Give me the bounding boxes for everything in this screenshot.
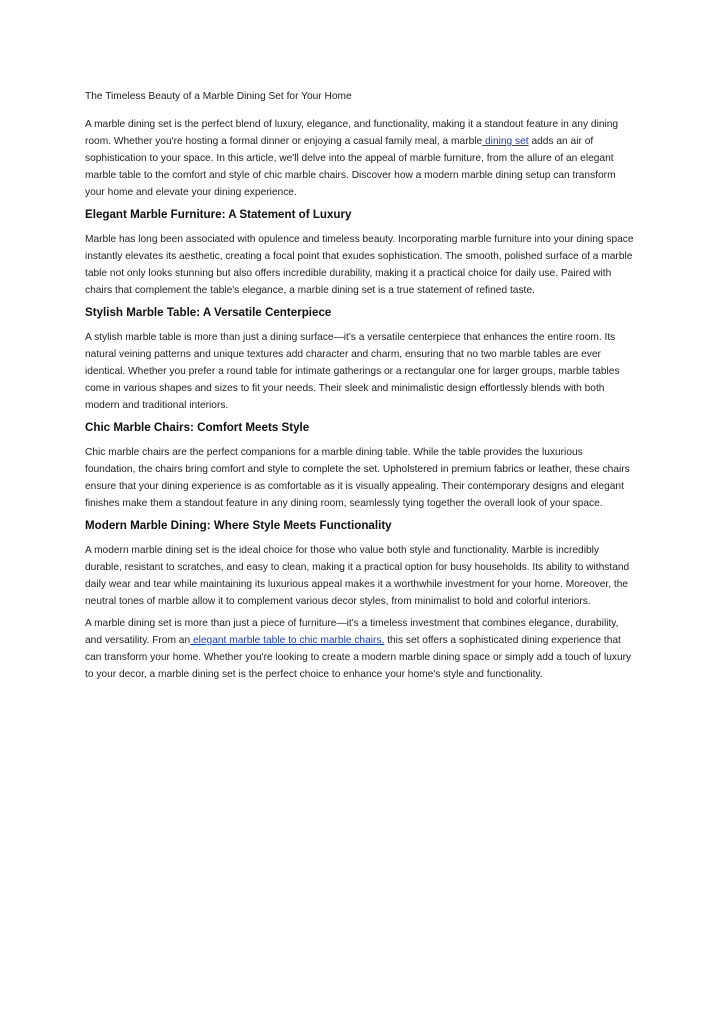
intro-paragraph xyxy=(85,116,635,201)
conclusion-paragraph xyxy=(85,615,635,683)
section-heading-chic-chairs: Chic Marble Chairs: Comfort Meets Style xyxy=(85,421,310,434)
document-title: The Timeless Beauty of a Marble Dining Set for Your Home xyxy=(85,91,352,102)
intro-text-after-link: adds an air of sophistication to your space. In this article, we'll delve into the appeal of marble furniture, from the allure of an elegant marble table to the comfort and style of chic marble chairs. Discover how a modern marble dining setup can transform your home and elevate your dining experience. xyxy=(85,136,616,198)
document-page xyxy=(85,88,635,688)
table-chairs-link[interactable]: elegant marble table to chic marble chairs, xyxy=(190,635,385,646)
section-body-stylish-table: A stylish marble table is more than just a dining surface—it's a versatile centerpiece that enhances the entire room. Its natural veining patterns and unique textures add character and charm, ensuring that no two marble tables are ever identical. Whether you prefer a round table for intimate gatherings or a rectangular one for larger groups, marble tables come in various shapes and sizes to fit your needs. Their sleek and minimalistic design effortlessly blends with both modern and traditional interiors. xyxy=(85,332,620,411)
section-body-modern-dining: A modern marble dining set is the ideal choice for those who value both style and functionality. Marble is incredibly durable, resistant to scratches, and easy to clean, making it a practical option for busy households. Its ability to withstand daily wear and tear while maintaining its luxurious appeal makes it a worthwhile investment for your home. Moreover, the neutral tones of marble allow it to complement various decor styles, from minimalist to bold and colorful interiors. xyxy=(85,545,630,607)
conclusion-text-after-link: this set offers a sophisticated dining experience that can transform your home. Whether you're looking to create a modern marble dining space or simply add a touch of luxury to your decor, a marble dining set is the perfect choice to enhance your home's style and functionality. xyxy=(85,635,632,680)
section-heading-elegant-furniture: Elegant Marble Furniture: A Statement of Luxury xyxy=(85,208,352,221)
dining-set-link[interactable]: dining set xyxy=(482,136,529,147)
section-heading-stylish-table: Stylish Marble Table: A Versatile Centerpiece xyxy=(85,306,332,319)
section-heading-modern-dining: Modern Marble Dining: Where Style Meets Functionality xyxy=(85,519,392,532)
intro-text-before-link: A marble dining set is the perfect blend of luxury, elegance, and functionality, making it a standout feature in any dining room. Whether you're hosting a formal dinner or enjoying a casual family meal, a marble xyxy=(85,119,619,147)
conclusion-text-before-link: A marble dining set is more than just a piece of furniture—it's a timeless investment that combines elegance, durability, and versatility. From an xyxy=(85,618,619,646)
section-body-chic-chairs: Chic marble chairs are the perfect companions for a marble dining table. While the table provides the luxurious foundation, the chairs bring comfort and style to complete the set. Upholstered in premium fabrics or leather, these chairs ensure that your dining experience is as comfortable as it is visually appealing. Their contemporary designs and elegant finishes make them a standout feature in any dining room, seamlessly tying together the overall look of your space. xyxy=(85,447,630,509)
section-body-elegant-furniture: Marble has long been associated with opulence and timeless beauty. Incorporating marble furniture into your dining space instantly elevates its aesthetic, creating a focal point that exudes sophistication. The smooth, polished surface of a marble table not only looks stunning but also offers incredible durability, making it a practical choice for daily use. Paired with chairs that complement the table's elegance, a marble dining set is a true statement of refined taste. xyxy=(85,234,634,296)
